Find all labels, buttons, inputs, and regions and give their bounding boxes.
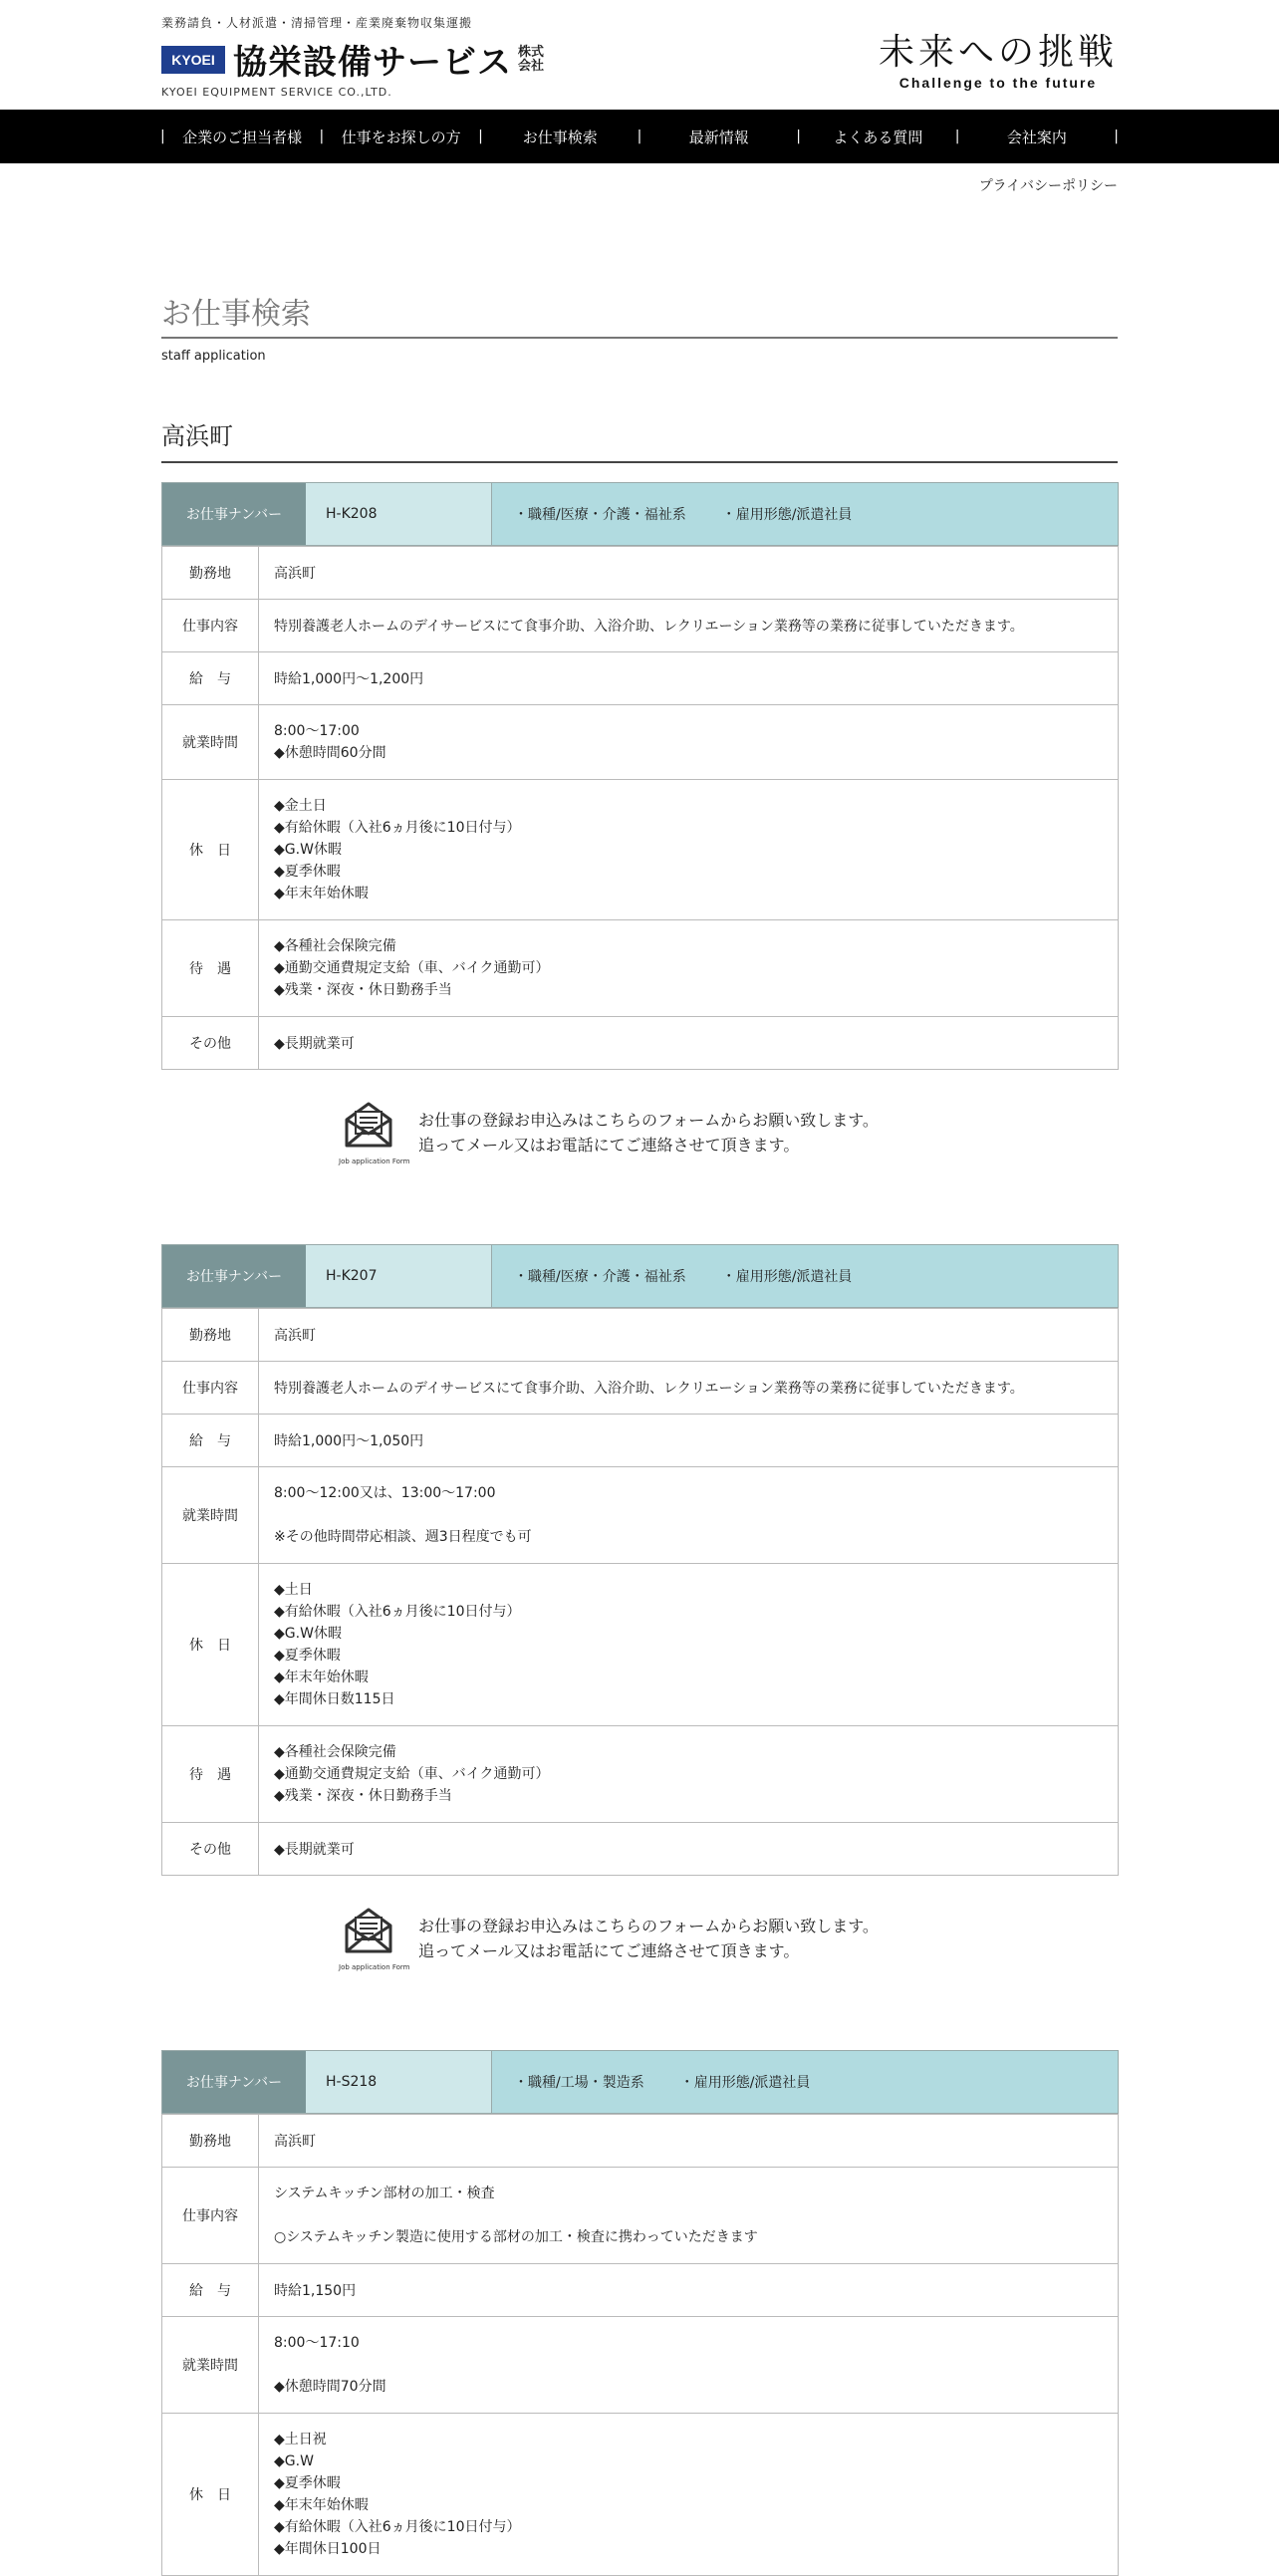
site-header — [0, 0, 1279, 110]
nav-item-news[interactable]: 最新情報 — [688, 128, 749, 146]
nav-separator: | — [478, 129, 483, 144]
job-employment-type: ・雇用形態/派遣社員 — [721, 1269, 853, 1285]
job-details-table — [161, 546, 1119, 1070]
holiday-line: ◆年間休日100日 — [274, 2541, 382, 2557]
job-listing — [161, 482, 1119, 1070]
table-row — [162, 1726, 1119, 1823]
nav-separator: | — [1114, 129, 1119, 144]
table-row — [162, 1017, 1119, 1070]
benefit-line: ◆各種社会保険完備 — [274, 1744, 396, 1760]
table-row — [162, 1309, 1119, 1362]
job-number: H-K207 — [306, 1245, 491, 1307]
table-row — [162, 600, 1119, 652]
table-row — [162, 2264, 1119, 2317]
table-row — [162, 705, 1119, 780]
row-label-other: その他 — [162, 1017, 259, 1070]
job-header — [161, 2050, 1119, 2114]
table-row — [162, 2317, 1119, 2414]
table-row — [162, 2414, 1119, 2576]
job-occupation: ・職種/医療・介護・福祉系 — [514, 1269, 686, 1285]
slogan-en: Challenge to the future — [898, 75, 1098, 91]
job-other: ◆長期就業可 — [259, 1017, 1119, 1070]
job-holidays — [259, 780, 1119, 920]
hours-line — [274, 2354, 1103, 2376]
logo-mark: KYOEI — [161, 46, 225, 74]
job-occupation: ・職種/医療・介護・福祉系 — [514, 507, 686, 523]
job-number-label: お仕事ナンバー — [162, 483, 306, 545]
holiday-line: ◆土日祝 — [274, 2432, 327, 2447]
job-location: 高浜町 — [259, 1309, 1119, 1362]
job-content — [259, 2168, 1119, 2264]
hours-line: ◆休憩時間60分間 — [274, 745, 386, 761]
table-row — [162, 1362, 1119, 1415]
benefit-line: ◆各種社会保険完備 — [274, 938, 396, 954]
holiday-line: ◆有給休暇（入社6ヵ月後に10日付与） — [274, 820, 521, 836]
nav-item-job-search[interactable]: お仕事検索 — [522, 128, 598, 146]
application-form-link[interactable] — [339, 1100, 879, 1165]
row-label-hours: 就業時間 — [162, 705, 259, 780]
row-label-content: 仕事内容 — [162, 1362, 259, 1415]
holiday-line: ◆年末年始休暇 — [274, 1670, 369, 1685]
nav-separator: | — [319, 129, 325, 144]
nav-separator: | — [954, 129, 960, 144]
job-number-label: お仕事ナンバー — [162, 2051, 306, 2113]
nav-separator: | — [160, 129, 165, 144]
job-content: 特別養護老人ホームのデイサービスにて食事介助、入浴介助、レクリエーション業務等の業務に従事していただきます。 — [259, 1362, 1119, 1415]
row-label-content: 仕事内容 — [162, 2168, 259, 2264]
hours-line: 8:00～17:10 — [274, 2335, 360, 2351]
slogan — [879, 24, 1118, 91]
nav-item-faq[interactable]: よくある質問 — [833, 128, 923, 146]
job-category — [491, 483, 1118, 545]
holiday-line: ◆土日 — [274, 1582, 313, 1598]
job-category — [491, 1245, 1118, 1307]
job-category — [491, 2051, 1118, 2113]
apply-text-line: 追ってメール又はお電話にてご連絡させて頂きます。 — [418, 1941, 800, 1960]
job-occupation: ・職種/工場・製造系 — [514, 2075, 644, 2091]
job-location: 高浜町 — [259, 547, 1119, 600]
nav-item-company[interactable]: 会社案内 — [1006, 128, 1067, 146]
company-name: 協栄設備サービス — [233, 43, 512, 83]
job-number: H-S218 — [306, 2051, 491, 2113]
page-title: お仕事検索 — [161, 289, 1118, 339]
row-label-location: 勤務地 — [162, 547, 259, 600]
job-salary: 時給1,000円～1,200円 — [259, 652, 1119, 705]
job-details-table — [161, 1308, 1119, 1876]
job-content: 特別養護老人ホームのデイサービスにて食事介助、入浴介助、レクリエーション業務等の業務に従事していただきます。 — [259, 600, 1119, 652]
row-label-benefits: 待 遇 — [162, 1726, 259, 1823]
nav-separator: | — [637, 129, 642, 144]
apply-text-line: お仕事の登録お申込みはこちらのフォームからお願い致します。 — [418, 1111, 879, 1130]
holiday-line: ◆G.W休暇 — [274, 1626, 342, 1642]
table-row — [162, 1467, 1119, 1564]
content-line: ○システムキッチン製造に使用する部材の加工・検査に携わっていただきます — [274, 2229, 758, 2245]
job-salary: 時給1,000円～1,050円 — [259, 1415, 1119, 1467]
table-row — [162, 920, 1119, 1017]
row-label-salary: 給 与 — [162, 1415, 259, 1467]
row-label-location: 勤務地 — [162, 1309, 259, 1362]
company-name-en: KYOEI EQUIPMENT SERVICE CO.,LTD. — [161, 86, 392, 99]
job-salary: 時給1,150円 — [259, 2264, 1119, 2317]
row-label-hours: 就業時間 — [162, 1467, 259, 1564]
table-row — [162, 1823, 1119, 1876]
content-line: システムキッチン部材の加工・検査 — [274, 2186, 495, 2201]
nav-item-job-seekers[interactable]: 仕事をお探しの方 — [341, 128, 461, 146]
slogan-jp: 未来への挑戦 — [878, 32, 1118, 73]
area-title: 高浜町 — [161, 416, 1118, 463]
table-row — [162, 2168, 1119, 2264]
content-line — [274, 2204, 1103, 2226]
nav-item-business[interactable]: 企業のご担当者様 — [182, 128, 303, 146]
benefit-line: ◆通勤交通費規定支給（車、バイク通勤可） — [274, 960, 550, 976]
company-logo[interactable] — [161, 14, 546, 99]
holiday-line: ◆G.W — [274, 2453, 314, 2469]
job-application-form-icon[interactable] — [339, 1100, 410, 1165]
table-row — [162, 780, 1119, 920]
row-label-salary: 給 与 — [162, 2264, 259, 2317]
apply-text-line: お仕事の登録お申込みはこちらのフォームからお願い致します。 — [418, 1917, 879, 1935]
main-nav — [0, 110, 1279, 163]
logo-tagline: 業務請負・人材派遣・清掃管理・産業廃棄物収集運搬 — [161, 16, 473, 30]
hours-line — [274, 1504, 1103, 1526]
application-form-link[interactable] — [339, 1906, 879, 1971]
job-other: ◆長期就業可 — [259, 1823, 1119, 1876]
row-label-hours: 就業時間 — [162, 2317, 259, 2414]
table-row — [162, 1564, 1119, 1726]
holiday-line: ◆有給休暇（入社6ヵ月後に10日付与） — [274, 2519, 521, 2535]
hours-line: 8:00～12:00又は、13:00～17:00 — [274, 1485, 496, 1501]
hours-line: ◆休憩時間70分間 — [274, 2379, 386, 2395]
job-employment-type: ・雇用形態/派遣社員 — [721, 507, 853, 523]
row-label-content: 仕事内容 — [162, 600, 259, 652]
row-label-holidays: 休 日 — [162, 2414, 259, 2576]
job-employment-type: ・雇用形態/派遣社員 — [679, 2075, 811, 2091]
table-row — [162, 2115, 1119, 2168]
job-header — [161, 482, 1119, 546]
row-label-salary: 給 与 — [162, 652, 259, 705]
holiday-line: ◆年末年始休暇 — [274, 2497, 369, 2513]
table-row — [162, 1415, 1119, 1467]
holiday-line: ◆夏季休暇 — [274, 2475, 341, 2491]
benefit-line: ◆残業・深夜・休日勤務手当 — [274, 1788, 452, 1804]
table-row — [162, 652, 1119, 705]
apply-text-line: 追ってメール又はお電話にてご連絡させて頂きます。 — [418, 1136, 800, 1155]
job-holidays — [259, 1564, 1119, 1726]
job-header — [161, 1244, 1119, 1308]
row-label-location: 勤務地 — [162, 2115, 259, 2168]
job-hours — [259, 1467, 1119, 1564]
job-hours — [259, 2317, 1119, 2414]
privacy-policy-link[interactable]: プライバシーポリシー — [978, 178, 1118, 194]
job-hours — [259, 705, 1119, 780]
row-label-holidays: 休 日 — [162, 1564, 259, 1726]
job-number-label: お仕事ナンバー — [162, 1245, 306, 1307]
page-heading — [161, 289, 1118, 364]
job-benefits — [259, 920, 1119, 1017]
holiday-line: ◆金土日 — [274, 798, 327, 814]
benefit-line: ◆残業・深夜・休日勤務手当 — [274, 982, 452, 998]
nav-separator: | — [796, 129, 801, 144]
job-listing — [161, 1244, 1119, 1876]
job-details-table — [161, 2114, 1119, 2576]
company-suffix: 株式会社 — [518, 44, 545, 74]
icon-caption: Job application Form — [339, 1158, 410, 1165]
holiday-line: ◆夏季休暇 — [274, 1648, 341, 1664]
row-label-benefits: 待 遇 — [162, 920, 259, 1017]
hours-line: 8:00～17:00 — [274, 723, 360, 739]
job-benefits — [259, 1726, 1119, 1823]
holiday-line: ◆年末年始休暇 — [274, 886, 369, 902]
icon-caption: Job application Form — [339, 1963, 410, 1971]
holiday-line: ◆G.W休暇 — [274, 842, 342, 858]
job-holidays — [259, 2414, 1119, 2576]
page-subtitle: staff application — [161, 349, 266, 364]
job-number: H-K208 — [306, 483, 491, 545]
job-application-form-icon[interactable] — [339, 1906, 410, 1971]
benefit-line: ◆通勤交通費規定支給（車、バイク通勤可） — [274, 1766, 550, 1782]
holiday-line: ◆夏季休暇 — [274, 864, 341, 880]
holiday-line: ◆年間休日数115日 — [274, 1691, 395, 1707]
row-label-holidays: 休 日 — [162, 780, 259, 920]
holiday-line: ◆有給休暇（入社6ヵ月後に10日付与） — [274, 1604, 521, 1620]
table-row — [162, 547, 1119, 600]
job-location: 高浜町 — [259, 2115, 1119, 2168]
hours-line: ※その他時間帯応相談、週3日程度でも可 — [274, 1529, 532, 1545]
job-listing — [161, 2050, 1119, 2576]
row-label-other: その他 — [162, 1823, 259, 1876]
